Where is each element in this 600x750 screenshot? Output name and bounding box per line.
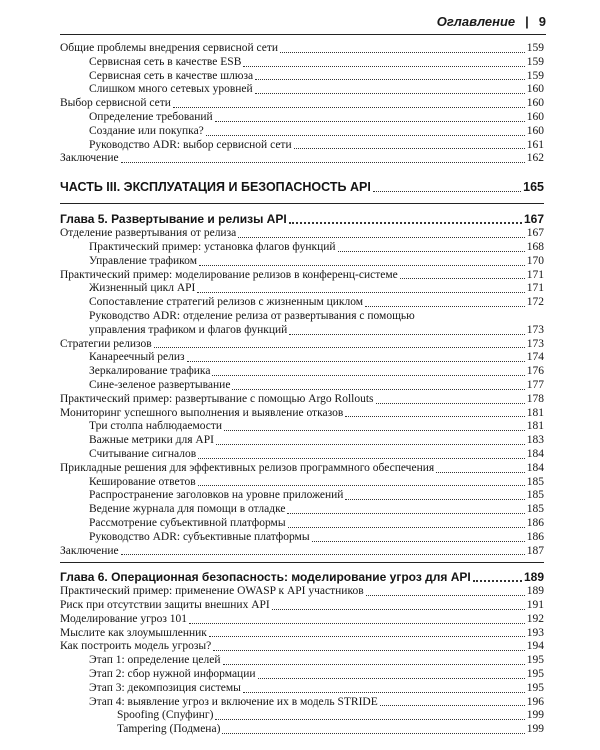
dot-leader: [232, 389, 524, 390]
toc-entry-page: 176: [526, 365, 544, 378]
toc-entry-page: 170: [526, 254, 544, 267]
toc-entry-title: Сервисная сеть в качестве шлюза: [89, 69, 254, 82]
toc-entry-title: Сопоставление стратегий релизов с жизненным циклом: [89, 296, 364, 309]
toc-entry: [60, 682, 544, 696]
toc-entry-page: 195: [526, 654, 544, 667]
toc-entry-page: 195: [526, 668, 544, 681]
running-header: [60, 14, 546, 35]
table-of-contents: [60, 42, 544, 737]
toc-entry-title: Определение требований: [89, 110, 213, 123]
toc-entry-page: 199: [526, 709, 544, 722]
toc-entry-title: Практический пример: развертывание с помощью Argo Rollouts: [60, 392, 374, 405]
toc-entry-title: Прикладные решения для эффективных релизов программного обеспечения: [60, 461, 435, 474]
toc-entry-page: 159: [526, 69, 544, 82]
dot-leader: [345, 499, 524, 500]
toc-entry-title: Руководство ADR: выбор сервисной сети: [89, 138, 292, 151]
dot-leader: [312, 541, 525, 542]
header-page-number: 9: [538, 14, 546, 29]
toc-entry-page: 186: [526, 530, 544, 543]
dot-leader: [338, 251, 525, 252]
header-title: Оглавление: [436, 14, 516, 29]
toc-entry-page: 160: [526, 83, 544, 96]
toc-entry-page: 189: [523, 570, 544, 585]
toc-entry-title: Заключение: [60, 152, 119, 165]
toc-entry: [60, 627, 544, 641]
toc-entry: [60, 407, 544, 421]
toc-entry-title: Руководство ADR: субъективные платформы: [89, 530, 310, 543]
toc-entry-page: 195: [526, 681, 544, 694]
dot-leader: [287, 513, 524, 514]
toc-entry-page: 174: [526, 351, 544, 364]
dot-leader: [198, 458, 525, 459]
toc-entry-page: 184: [526, 447, 544, 460]
toc-entry: [60, 282, 544, 296]
toc-entry-title: Практический пример: установка флагов функций: [89, 240, 336, 253]
toc-entry-title-continuation: управления трафиком и флагов функций: [89, 323, 288, 336]
dot-leader: [289, 222, 522, 224]
toc-entry-title: Общие проблемы внедрения сервисной сети: [60, 42, 279, 54]
dot-leader: [272, 609, 525, 610]
header-separator: |: [525, 14, 529, 29]
toc-entry-page: 191: [526, 599, 544, 612]
toc-entry: [60, 517, 544, 531]
dot-leader: [206, 135, 525, 136]
dot-leader: [376, 403, 525, 404]
toc-entry: [60, 255, 544, 269]
toc-entry-page: 172: [526, 296, 544, 309]
toc-entry-page: 196: [526, 695, 544, 708]
dot-leader: [212, 375, 524, 376]
section-divider: [60, 562, 544, 563]
toc-entry-page: 185: [526, 503, 544, 516]
dot-leader: [209, 636, 525, 637]
dot-leader: [173, 107, 525, 108]
dot-leader: [154, 347, 525, 348]
dot-leader: [473, 580, 522, 582]
toc-entry-page: 193: [526, 626, 544, 639]
dot-leader: [198, 485, 525, 486]
toc-entry: [60, 462, 544, 476]
toc-entry-title: ЧАСТЬ III. ЭКСПЛУАТАЦИЯ И БЕЗОПАСНОСТЬ API: [60, 180, 371, 195]
toc-entry-page: 184: [526, 461, 544, 474]
toc-entry-title: Как построить модель угрозы?: [60, 640, 212, 653]
toc-entry: [60, 709, 544, 723]
toc-entry: [60, 365, 544, 379]
toc-entry-page: 165: [523, 180, 544, 195]
toc-chapter-heading: [60, 209, 544, 227]
toc-entry: [60, 448, 544, 462]
toc-entry: [60, 269, 544, 283]
toc-entry-title: Рассмотрение субъективной платформы: [89, 516, 286, 529]
toc-entry-page: 171: [526, 282, 544, 295]
toc-entry: [60, 152, 544, 166]
toc-entry-page: 185: [526, 475, 544, 488]
toc-entry-title: Практический пример: применение OWASP к API участников: [60, 585, 364, 598]
toc-entry-title: Практический пример: моделирование релизов в конференц-системе: [60, 268, 398, 281]
section-divider: [60, 203, 544, 204]
toc-entry-page: 187: [526, 544, 544, 557]
toc-entry-page: 160: [526, 124, 544, 137]
dot-leader: [255, 79, 525, 80]
dot-leader: [216, 444, 525, 445]
dot-leader: [238, 237, 525, 238]
dot-leader: [224, 430, 525, 431]
toc-entry: [60, 393, 544, 407]
toc-entry: [60, 420, 544, 434]
toc-entry-title: Слишком много сетевых уровней: [89, 83, 253, 96]
toc-entry-page: 181: [526, 420, 544, 433]
dot-leader: [197, 292, 524, 293]
dot-leader: [436, 472, 525, 473]
toc-entry: [60, 70, 544, 84]
dot-leader: [289, 334, 524, 335]
toc-entry-title: Сервисная сеть в качестве ESB: [89, 55, 242, 68]
dot-leader: [121, 554, 525, 555]
toc-entry: [60, 139, 544, 153]
toc-entry-page: 185: [526, 489, 544, 502]
toc-entry: [60, 434, 544, 448]
toc-entry-title: Риск при отсутствии защиты внешних API: [60, 599, 270, 612]
toc-entry-page: 181: [526, 406, 544, 419]
toc-entry-page: 167: [526, 227, 544, 240]
toc-entry: [60, 310, 544, 338]
toc-entry: [60, 668, 544, 682]
dot-leader: [213, 650, 525, 651]
toc-entry-title: Жизненный цикл API: [89, 282, 196, 295]
dot-leader: [215, 719, 524, 720]
toc-entry-page: 160: [526, 97, 544, 110]
dot-leader: [373, 191, 521, 192]
toc-entry: [60, 696, 544, 710]
toc-entry-title: Spoofing (Спуфинг): [117, 709, 214, 722]
toc-entry: [60, 531, 544, 545]
toc-entry-title: Зеркалирование трафика: [89, 365, 211, 378]
toc-entry: [60, 599, 544, 613]
toc-entry: [60, 723, 544, 737]
toc-entry-page: 162: [526, 152, 544, 165]
toc-entry: [60, 338, 544, 352]
toc-entry: [60, 489, 544, 503]
toc-entry-page: 178: [526, 392, 544, 405]
toc-chapter-heading: [60, 567, 544, 585]
toc-entry-page: 171: [526, 268, 544, 281]
toc-entry-title: Глава 6. Операционная безопасность: моделирование угроз для API: [60, 570, 471, 585]
toc-entry-title: Важные метрики для API: [89, 434, 214, 447]
dot-leader: [223, 664, 525, 665]
toc-entry: [60, 351, 544, 365]
dot-leader: [258, 678, 525, 679]
toc-entry-title: Сине-зеленое развертывание: [89, 378, 231, 391]
toc-entry-page: 160: [526, 110, 544, 123]
toc-entry-title: Глава 5. Развертывание и релизы API: [60, 212, 287, 227]
toc-entry-title: Моделирование угроз 101: [60, 612, 188, 625]
toc-entry-page: 161: [526, 138, 544, 151]
dot-leader: [243, 66, 524, 67]
dot-leader: [365, 306, 525, 307]
dot-leader: [215, 121, 525, 122]
toc-entry-title: Этап 1: определение целей: [89, 654, 221, 667]
toc-entry-page: 183: [526, 434, 544, 447]
toc-entry-page: 177: [526, 378, 544, 391]
dot-leader: [255, 93, 525, 94]
toc-part-heading: [60, 179, 544, 195]
toc-entry-title: Считывание сигналов: [89, 447, 197, 460]
toc-entry: [60, 56, 544, 70]
toc-entry-page: 189: [526, 585, 544, 598]
toc-entry-page: 159: [526, 55, 544, 68]
toc-entry: [60, 296, 544, 310]
toc-entry-page: 186: [526, 516, 544, 529]
toc-entry: [60, 585, 544, 599]
toc-entry-title: Этап 4: выявление угроз и включение их в модель STRIDE: [89, 695, 378, 708]
toc-entry-page: 159: [526, 42, 544, 54]
toc-entry-title: Этап 2: сбор нужной информации: [89, 668, 256, 681]
dot-leader: [288, 527, 525, 528]
toc-entry-page: 168: [526, 240, 544, 253]
toc-entry-title: Отделение развертывания от релиза: [60, 227, 237, 240]
dot-leader: [294, 148, 525, 149]
toc-entry-title: Канареечный релиз: [89, 351, 185, 364]
dot-leader: [222, 733, 524, 734]
toc-entry: [60, 476, 544, 490]
dot-leader: [280, 52, 525, 53]
toc-entry-title: Заключение: [60, 544, 119, 557]
toc-entry-title: Управление трафиком: [89, 254, 197, 267]
toc-entry: [60, 654, 544, 668]
toc-entry: [60, 111, 544, 125]
dot-leader: [345, 416, 524, 417]
toc-entry: [60, 83, 544, 97]
toc-entry: [60, 241, 544, 255]
dot-leader: [121, 162, 525, 163]
toc-entry-title: Три столпа наблюдаемости: [89, 420, 223, 433]
toc-entry-page: 173: [526, 323, 544, 336]
toc-entry: [60, 613, 544, 627]
dot-leader: [189, 623, 525, 624]
toc-entry-title: Этап 3: декомпозиция системы: [89, 681, 241, 694]
toc-entry-page: 167: [523, 212, 544, 227]
dot-leader: [199, 265, 525, 266]
toc-entry-title: Выбор сервисной сети: [60, 97, 171, 110]
toc-entry: [60, 503, 544, 517]
toc-entry-page: 173: [526, 337, 544, 350]
toc-entry-page: 192: [526, 612, 544, 625]
toc-entry-title: Создание или покупка?: [89, 124, 204, 137]
toc-entry-page: 199: [526, 723, 544, 736]
dot-leader: [380, 705, 525, 706]
dot-leader: [400, 278, 525, 279]
toc-entry-page: 194: [526, 640, 544, 653]
toc-entry-title: Стратегии релизов: [60, 337, 152, 350]
dot-leader: [243, 692, 525, 693]
toc-entry-title: Мониторинг успешного выполнения и выявление отказов: [60, 406, 344, 419]
toc-entry: [60, 640, 544, 654]
toc-entry: [60, 227, 544, 241]
toc-entry: [60, 125, 544, 139]
dot-leader: [187, 361, 525, 362]
toc-entry: [60, 545, 544, 559]
toc-entry-title: Руководство ADR: отделение релиза от развертывания с помощью: [89, 309, 415, 322]
toc-entry-title: Ведение журнала для помощи в отладке: [89, 503, 286, 516]
dot-leader: [366, 595, 525, 596]
toc-entry: [60, 42, 544, 56]
toc-entry-title: Мыслите как злоумышленник: [60, 626, 207, 639]
toc-entry-title: Кеширование ответов: [89, 475, 196, 488]
toc-entry: [60, 379, 544, 393]
toc-entry: [60, 97, 544, 111]
toc-entry-title: Tampering (Подмена): [117, 723, 221, 736]
toc-entry-title: Распространение заголовков на уровне приложений: [89, 489, 344, 502]
